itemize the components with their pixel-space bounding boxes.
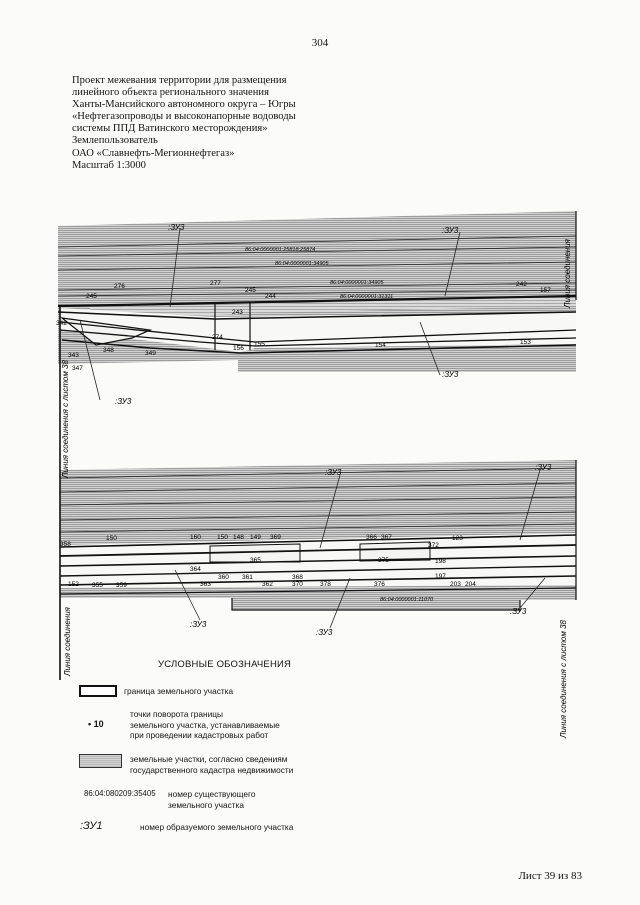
sheet-number: Лист 39 из 83	[518, 870, 582, 882]
parcel-label: :ЗУ3	[535, 463, 552, 472]
header-line: ОАО «Славнефть-Мегионнефтегаз»	[72, 147, 235, 159]
point-number: 347	[72, 365, 83, 372]
point-number: 372	[428, 542, 439, 549]
point-number: 204	[465, 581, 476, 588]
point-number: 376	[374, 581, 385, 588]
legend-line: земельного участка, устанавливаемые	[130, 719, 280, 730]
connection-caption: Линия соединения	[563, 239, 572, 308]
legend-line: при проведении кадастровых работ	[130, 730, 269, 740]
point-number: 362	[262, 581, 273, 588]
point-number: 367	[381, 534, 392, 541]
parcel-label: :ЗУ3	[442, 370, 459, 379]
point-number: 378	[320, 581, 331, 588]
header-line: Ханты-Мансийского автономного округа – Югры	[72, 99, 296, 111]
parcel-label: :ЗУ3	[168, 223, 185, 232]
point-number: 365	[250, 557, 261, 564]
point-number: 348	[103, 347, 114, 354]
connection-caption: Линия соединения с листом 38	[61, 360, 70, 478]
point-number: 355	[92, 582, 103, 589]
point-number: 160	[190, 534, 201, 541]
header-line: Проект межевания территории для размещения	[72, 75, 287, 86]
header-line: «Нефтегазопроводы и высоконапорные водоводы	[72, 111, 296, 123]
point-number: 156	[233, 345, 244, 352]
legend-title: УСЛОВНЫЕ ОБОЗНАЧЕНИЯ	[158, 659, 292, 670]
point-number: 203	[450, 581, 461, 588]
point-number: 197	[435, 573, 446, 580]
point-number: 360	[218, 574, 229, 581]
point-number: 361	[242, 574, 253, 581]
parcel-label: :ЗУ3	[325, 468, 342, 477]
point-number: 154	[375, 342, 386, 349]
point-number: 148	[233, 534, 244, 541]
cadastral-area	[58, 211, 576, 372]
point-number: 245	[245, 287, 256, 294]
legend-point-sample	[88, 719, 104, 730]
point-number: 276	[114, 283, 125, 290]
point-number: 149	[250, 534, 261, 541]
point-number: 375	[378, 557, 389, 564]
point-number: 274	[212, 334, 223, 341]
point-number: 359	[116, 582, 127, 589]
point-number: 368	[292, 574, 303, 581]
point-number: 152	[68, 581, 79, 588]
legend-turn-points	[130, 709, 280, 741]
point-number: 244	[265, 293, 276, 300]
legend-existing-desc	[168, 789, 255, 810]
point-number: 358	[60, 541, 71, 548]
connection-caption: Линия соединения с листом 38	[559, 620, 568, 738]
point-number: 243	[232, 309, 243, 316]
legend-point-number: 10	[93, 719, 104, 729]
parcel-label: :ЗУ3	[442, 226, 459, 235]
point-number: 242	[516, 281, 527, 288]
point-number: 369	[270, 534, 281, 541]
legend-line: точки поворота границы	[130, 709, 223, 719]
cadastral-number: 86:04:0000001:11070	[380, 597, 434, 603]
legend-line: земельные участки, согласно сведениям	[130, 754, 288, 764]
legend-cadastre	[130, 754, 293, 775]
parcel-label: :ЗУ3	[510, 607, 527, 616]
point-number: 343	[68, 352, 79, 359]
point-number: 366	[366, 534, 377, 541]
point-number: 349	[145, 350, 156, 357]
parcel-label: :ЗУ3	[115, 397, 132, 406]
legend-new-desc: номер образуемого земельного участка	[140, 822, 294, 832]
point-number: 370	[292, 581, 303, 588]
parcel-label: :ЗУ3	[316, 628, 333, 637]
legend-line: земельного участка	[168, 799, 244, 810]
cadastral-number: 86:04:0000001:25818;25874	[245, 247, 316, 253]
legend-new-label: :ЗУ1	[80, 820, 103, 832]
point-number: 150	[217, 534, 228, 541]
legend-line: государственного кадастра недвижимости	[130, 764, 294, 775]
cadastral-number: 86:04:0000001:31311	[340, 294, 394, 300]
point-number: 153	[520, 339, 531, 346]
cadastral-number: 86:04:0000001:34905	[330, 280, 384, 286]
point-number: 157	[540, 287, 551, 294]
point-number: 364	[190, 566, 201, 573]
point-marker-icon: •	[88, 719, 92, 729]
parcel-cell	[360, 542, 430, 561]
parcel-label: :ЗУ3	[190, 620, 207, 629]
point-number: 342	[56, 320, 67, 327]
legend-boundary-swatch	[79, 685, 117, 697]
legend-boundary-label: граница земельного участка	[124, 686, 234, 696]
legend-line: номер существующего	[168, 789, 256, 799]
header-line: Масштаб 1:3000	[72, 159, 146, 171]
header-line: Землепользователь	[72, 135, 158, 147]
point-number: 245	[86, 293, 97, 300]
legend-existing-number: 86:04:080209:35405	[84, 789, 156, 798]
point-number: 155	[254, 341, 265, 348]
point-number: 123	[452, 535, 463, 542]
point-number: 150	[106, 535, 117, 542]
header-line: системы ППД Ватинского месторождения»	[72, 123, 268, 135]
connection-caption: Линия соединения	[63, 607, 72, 676]
point-number: 198	[435, 558, 446, 565]
map-fragment-top	[56, 211, 576, 406]
point-number: 363	[200, 581, 211, 588]
page-number: 304	[311, 37, 329, 49]
legend-cadastre-swatch	[79, 754, 122, 768]
cadastral-number: 86:04:0000001:34905	[275, 261, 329, 267]
header-line: линейного объекта регионального значения	[72, 87, 269, 99]
map-fragment-bottom	[60, 460, 576, 637]
point-number: 277	[210, 280, 221, 287]
